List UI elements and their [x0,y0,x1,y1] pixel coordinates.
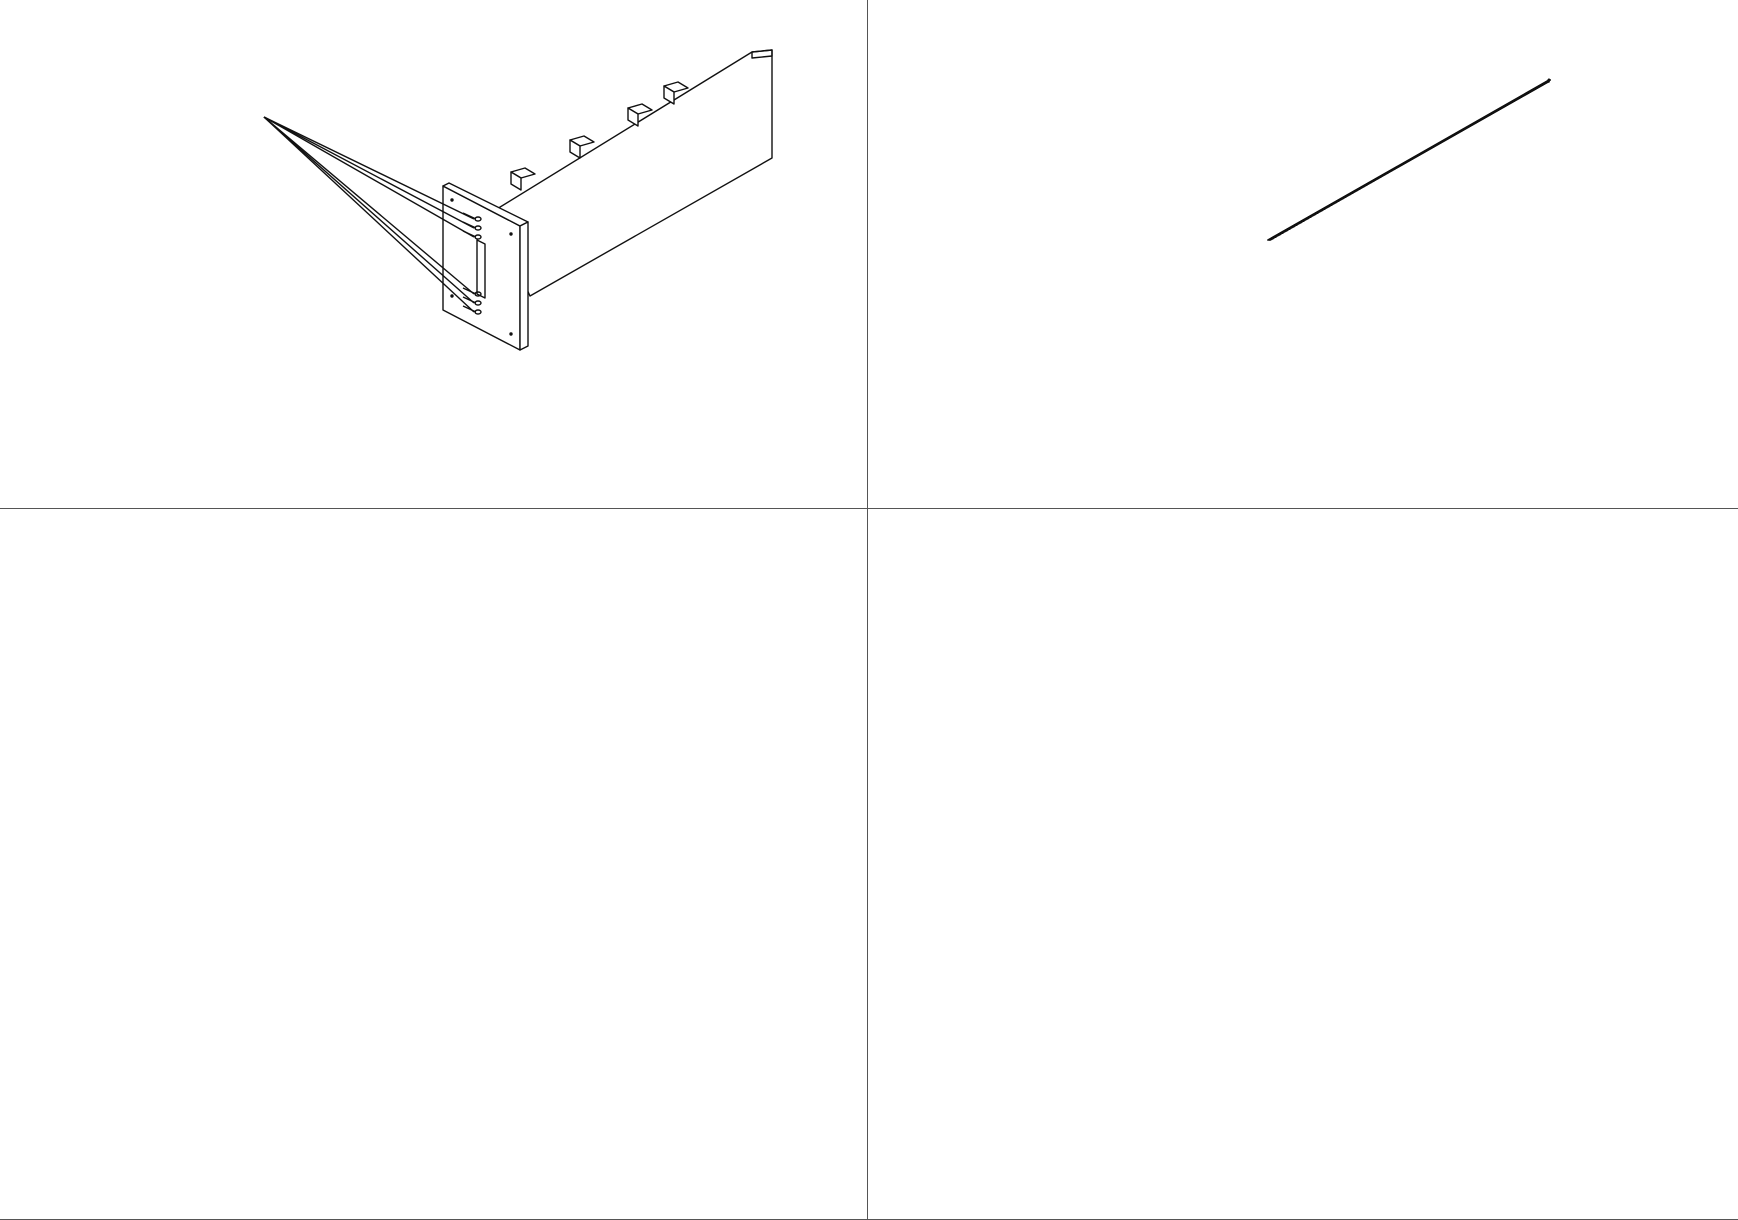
step-5-instruction [41,414,841,441]
illustration-step-6 [868,0,1738,508]
panel-step-6 [868,0,1738,508]
horizontal-divider [0,508,1738,509]
panel-step-5 [0,0,867,508]
